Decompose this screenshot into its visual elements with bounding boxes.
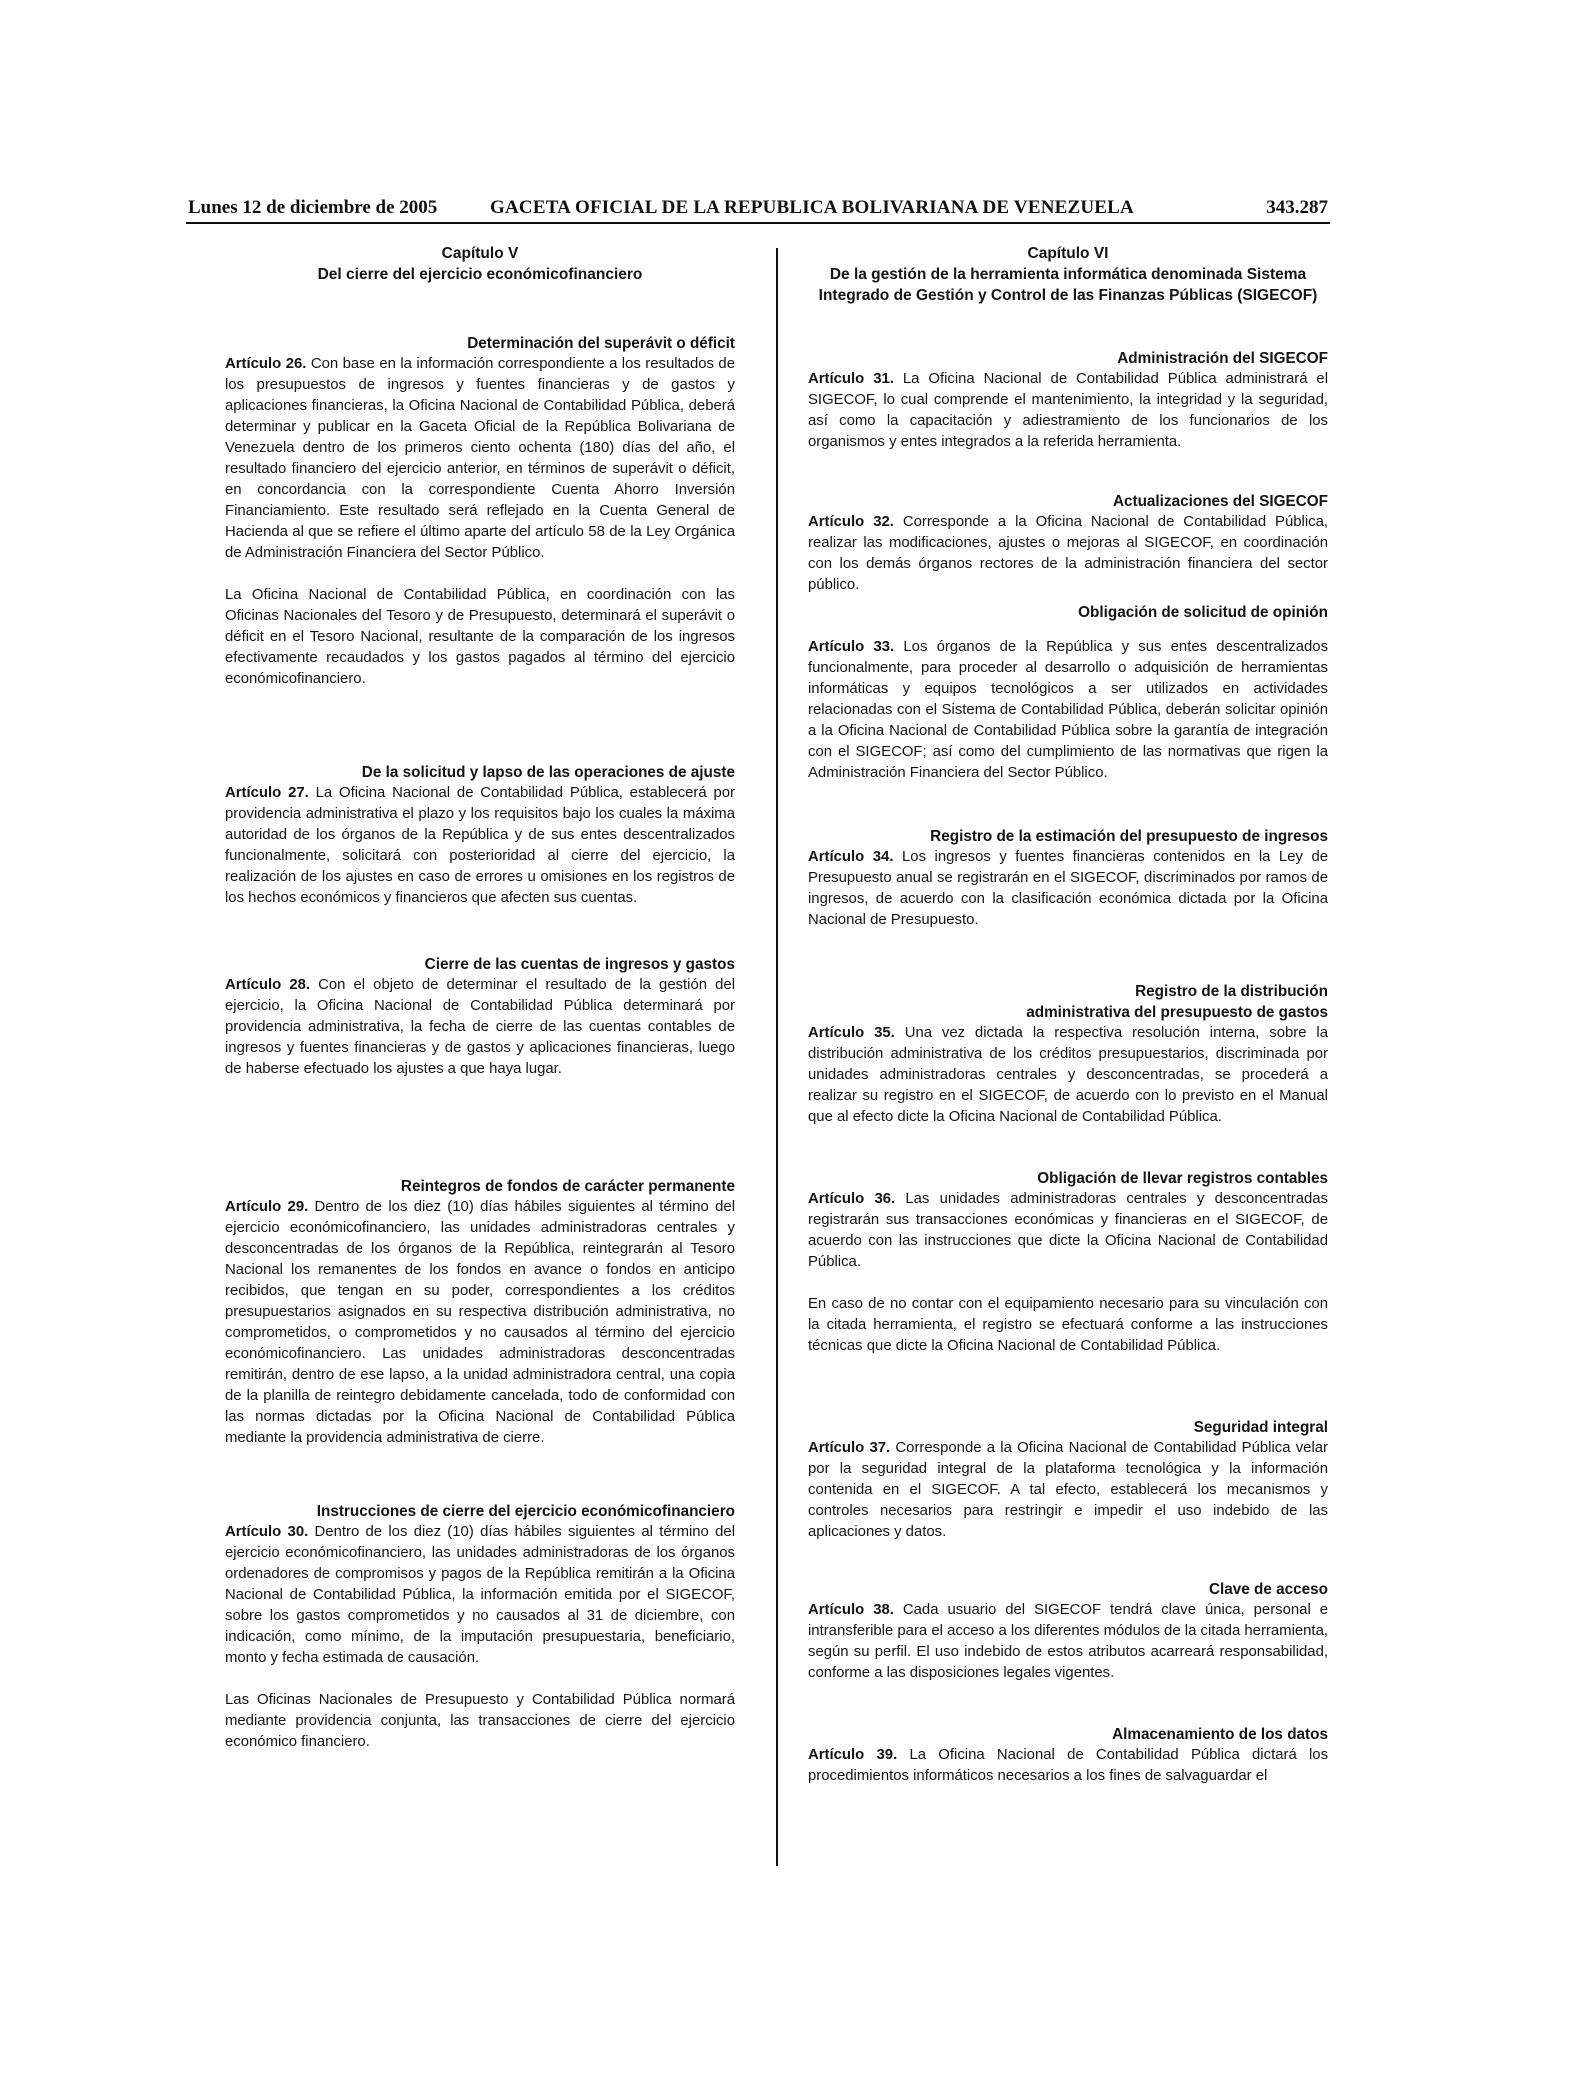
article-text: Corresponde a la Oficina Nacional de Contabilidad Pública velar por la seguridad integral de la plataforma tecnológica y la información contenida en el SIGECOF. A tal efecto, establecerá los mecanismos y controles necesarios para restringir e impedir el uso indebido de las aplicaciones y datos. bbox=[808, 1440, 1328, 1540]
article-label: Artículo 30. bbox=[225, 1524, 309, 1540]
article-label: Artículo 28. bbox=[225, 977, 311, 993]
article-label: Artículo 32. bbox=[808, 514, 894, 530]
article-heading: Registro de la estimación del presupuesto de ingresos bbox=[930, 828, 1328, 845]
article-label: Artículo 31. bbox=[808, 371, 894, 387]
article-26-paragraph: La Oficina Nacional de Contabilidad Pública, en coordinación con las Oficinas Nacionales del Tesoro y de Presupuesto, determinará el superávit o déficit en el Tesoro Nacional, resultante de la comparación de los ingresos efectivamente recaudados y los gastos pagados al término del ejercicio económicofinanciero. bbox=[225, 587, 735, 687]
article-text: Cada usuario del SIGECOF tendrá clave única, personal e intransferible para el acceso a los diferentes módulos de la citada herramienta, según su perfil. El uso indebido de estos atributos acarreará responsabilidad, conforme a las disposiciones legales vigentes. bbox=[808, 1602, 1329, 1681]
article-text: Con base en la información correspondiente a los resultados de los presupuestos de ingresos y fuentes financieras y de gastos y aplicaciones financieras, la Oficina Nacional de Contabilidad Pública, deberá determinar y publicar en la Gaceta Oficial de la República Bolivariana de Venezuela dentro de los primeros ciento ochenta (180) días del año, el resultado financiero del ejercicio anterior, en términos de superávit o déficit, en concordancia con la correspondiente Cuenta Ahorro Inversión Financiamiento. Este resultado será reflejado en la Cuenta General de Hacienda al que se refiere el último aparte del artículo 58 de la Ley Orgánica de Administración Financiera del Sector Público. bbox=[225, 356, 735, 561]
article-34 bbox=[808, 847, 1328, 931]
article-text: Corresponde a la Oficina Nacional de Contabilidad Pública, realizar las modificaciones, ajustes o mejoras al SIGECOF, en coordinación con los demás órganos rectores de la administración financiera del sector público. bbox=[808, 514, 1329, 593]
left-column bbox=[225, 243, 735, 1753]
header-rule bbox=[186, 222, 1330, 224]
article-35 bbox=[808, 1023, 1328, 1128]
article-heading: De la solicitud y lapso de las operaciones de ajuste bbox=[361, 764, 735, 781]
article-text: La Oficina Nacional de Contabilidad Pública, establecerá por providencia administrativa el plazo y los requisitos bajo los cuales la máxima autoridad de los órganos de la República y de sus entes descentralizados funcionalmente, solicitará con posterioridad al cierre del ejercicio, la realización de los ajustes en caso de errores u omisiones en los registros de los hechos económicos y financieros que afecten sus cuentas. bbox=[225, 785, 736, 906]
article-text: Los ingresos y fuentes financieras contenidos en la Ley de Presupuesto anual se registrarán en el SIGECOF, discriminados por ramos de ingresos, de acuerdo con la clasificación económica dictada por la Oficina Nacional de Presupuesto. bbox=[808, 849, 1329, 928]
article-text: La Oficina Nacional de Contabilidad Pública administrará el SIGECOF, lo cual comprende el mantenimiento, la integridad y la seguridad, así como la capacitación y adiestramiento de los funcionarios de los organismos y entes integrados a la referida herramienta. bbox=[808, 371, 1329, 450]
article-38 bbox=[808, 1600, 1328, 1684]
article-label: Artículo 26. bbox=[225, 356, 307, 372]
article-heading: Almacenamiento de los datos bbox=[1112, 1726, 1328, 1743]
chapter-number: Capítulo V bbox=[441, 245, 519, 262]
article-label: Artículo 27. bbox=[225, 785, 309, 801]
chapter-number: Capítulo VI bbox=[1027, 245, 1109, 262]
header-page-number: 343.287 bbox=[1266, 197, 1328, 218]
article-26 bbox=[225, 354, 735, 564]
article-text: Dentro de los diez (10) días hábiles siguientes al término del ejercicio económicofinanciero, las unidades administradoras de los órganos ordenadores de compromisos y pagos de la República remitirán a la Oficina Nacional de Contabilidad Pública, la información emitida por el SIGECOF, sobre los gastos comprometidos y no causados al 31 de diciembre, con indicación, como mínimo, de la imputación presupuestaria, beneficiario, monto y fecha estimada de causación. bbox=[225, 1524, 736, 1666]
article-33 bbox=[808, 637, 1328, 784]
article-37 bbox=[808, 1438, 1328, 1543]
article-32 bbox=[808, 512, 1328, 596]
article-label: Artículo 35. bbox=[808, 1025, 895, 1041]
article-label: Artículo 34. bbox=[808, 849, 894, 865]
article-heading: administrativa del presupuesto de gastos bbox=[1026, 1004, 1328, 1021]
article-30 bbox=[225, 1522, 735, 1669]
article-label: Artículo 29. bbox=[225, 1199, 309, 1215]
article-30-paragraph: Las Oficinas Nacionales de Presupuesto y Contabilidad Pública normará mediante providencia conjunta, las transacciones de cierre del ejercicio económico financiero. bbox=[225, 1692, 735, 1750]
article-text: Con el objeto de determinar el resultado de la gestión del ejercicio, la Oficina Nacional de Contabilidad Pública determinará por providencia administrativa, la fecha de cierre de las cuentas contables de ingresos y fuentes financieras y de gastos y aplicaciones financieras, luego de haberse efectuado los ajustes a que haya lugar. bbox=[225, 977, 735, 1077]
article-36 bbox=[808, 1189, 1328, 1273]
article-heading: Registro de la distribución bbox=[1135, 983, 1328, 1000]
article-heading: Actualizaciones del SIGECOF bbox=[1112, 493, 1328, 510]
header-date: Lunes 12 de diciembre de 2005 bbox=[188, 197, 438, 218]
article-heading: Clave de acceso bbox=[1208, 1581, 1328, 1598]
article-text: Una vez dictada la respectiva resolución interna, sobre la distribución administrativa de los créditos presupuestarios, discriminada por unidades administradoras centrales y desconcentradas, se procederá a realizar su registro en el SIGECOF, de acuerdo con lo previsto en el Manual que al efecto dicte la Oficina Nacional de Contabilidad Pública. bbox=[808, 1025, 1329, 1125]
article-29 bbox=[225, 1197, 735, 1449]
article-heading: Obligación de solicitud de opinión bbox=[1078, 604, 1328, 621]
article-heading: Cierre de las cuentas de ingresos y gastos bbox=[424, 956, 735, 973]
article-label: Artículo 39. bbox=[808, 1747, 898, 1763]
article-label: Artículo 36. bbox=[808, 1191, 896, 1207]
masthead bbox=[188, 197, 1328, 223]
article-27 bbox=[225, 783, 735, 909]
article-text: Las unidades administradoras centrales y desconcentradas registrarán sus transacciones económicas y financieras en el SIGECOF, de acuerdo con las instrucciones que dicte la Oficina Nacional de Contabilidad Pública. bbox=[808, 1191, 1328, 1270]
chapter-title: De la gestión de la herramienta informática denominada Sistema Integrado de Gestión y Control de las Finanzas Públicas (SIGECOF) bbox=[818, 266, 1318, 304]
article-heading: Instrucciones de cierre del ejercicio económicofinanciero bbox=[316, 1503, 735, 1520]
article-heading: Administración del SIGECOF bbox=[1117, 350, 1328, 367]
article-39 bbox=[808, 1745, 1328, 1787]
right-column bbox=[808, 243, 1328, 1787]
chapter-title: Del cierre del ejercicio económicofinanciero bbox=[317, 266, 643, 283]
article-text: Los órganos de la República y sus entes descentralizados funcionalmente, para proceder al desarrollo o adquisición de herramientas informáticas y equipos tecnológicos a ser utilizados en actividades relacionadas con el Sistema de Contabilidad Pública, deberán solicitar opinión a la Oficina Nacional de Contabilidad Pública sobre la garantía de integración con el SIGECOF; así como del cumplimiento de las normativas que rigen la Administración Financiera del Sector Público. bbox=[808, 639, 1329, 781]
article-text: La Oficina Nacional de Contabilidad Pública dictará los procedimientos informáticos necesarios a los fines de salvaguardar el bbox=[808, 1747, 1329, 1784]
article-heading: Obligación de llevar registros contables bbox=[1037, 1170, 1328, 1187]
article-text: Dentro de los diez (10) días hábiles siguientes al término del ejercicio económicofinanciero, las unidades administradoras centrales y desconcentradas de los órganos de la República, reintegrarán al Tesoro Nacional los remanentes de los fondos en avance o fondos en anticipo recibidos, que tengan en su poder, correspondientes a los créditos presupuestarios asignados en su respectiva distribución administrativa, no comprometidos, o comprometidos y no causados al término del ejercicio económicofinanciero. Las unidades administradoras desconcentradas remitirán, dentro de ese lapso, a la unidad administradora central, una copia de la planilla de reintegro debidamente cancelada, todo de conformidad con las normas dictadas por la Oficina Nacional de Contabilidad Pública mediante la providencia administrativa de cierre. bbox=[225, 1199, 736, 1446]
article-28 bbox=[225, 975, 735, 1080]
column-divider bbox=[776, 248, 778, 1866]
article-36-paragraph: En caso de no contar con el equipamiento necesario para su vinculación con la citada herramienta, el registro se efectuará conforme a las instrucciones técnicas que dicte la Oficina Nacional de Contabilidad Pública. bbox=[808, 1296, 1328, 1354]
article-heading: Seguridad integral bbox=[1193, 1419, 1328, 1436]
article-label: Artículo 37. bbox=[808, 1440, 891, 1456]
article-31 bbox=[808, 369, 1328, 453]
header-title: GACETA OFICIAL DE LA REPUBLICA BOLIVARIANA DE VENEZUELA bbox=[490, 197, 1134, 218]
article-heading: Reintegros de fondos de carácter permanente bbox=[400, 1178, 735, 1195]
article-label: Artículo 33. bbox=[808, 639, 895, 655]
article-heading: Determinación del superávit o déficit bbox=[467, 335, 735, 352]
article-label: Artículo 38. bbox=[808, 1602, 894, 1618]
